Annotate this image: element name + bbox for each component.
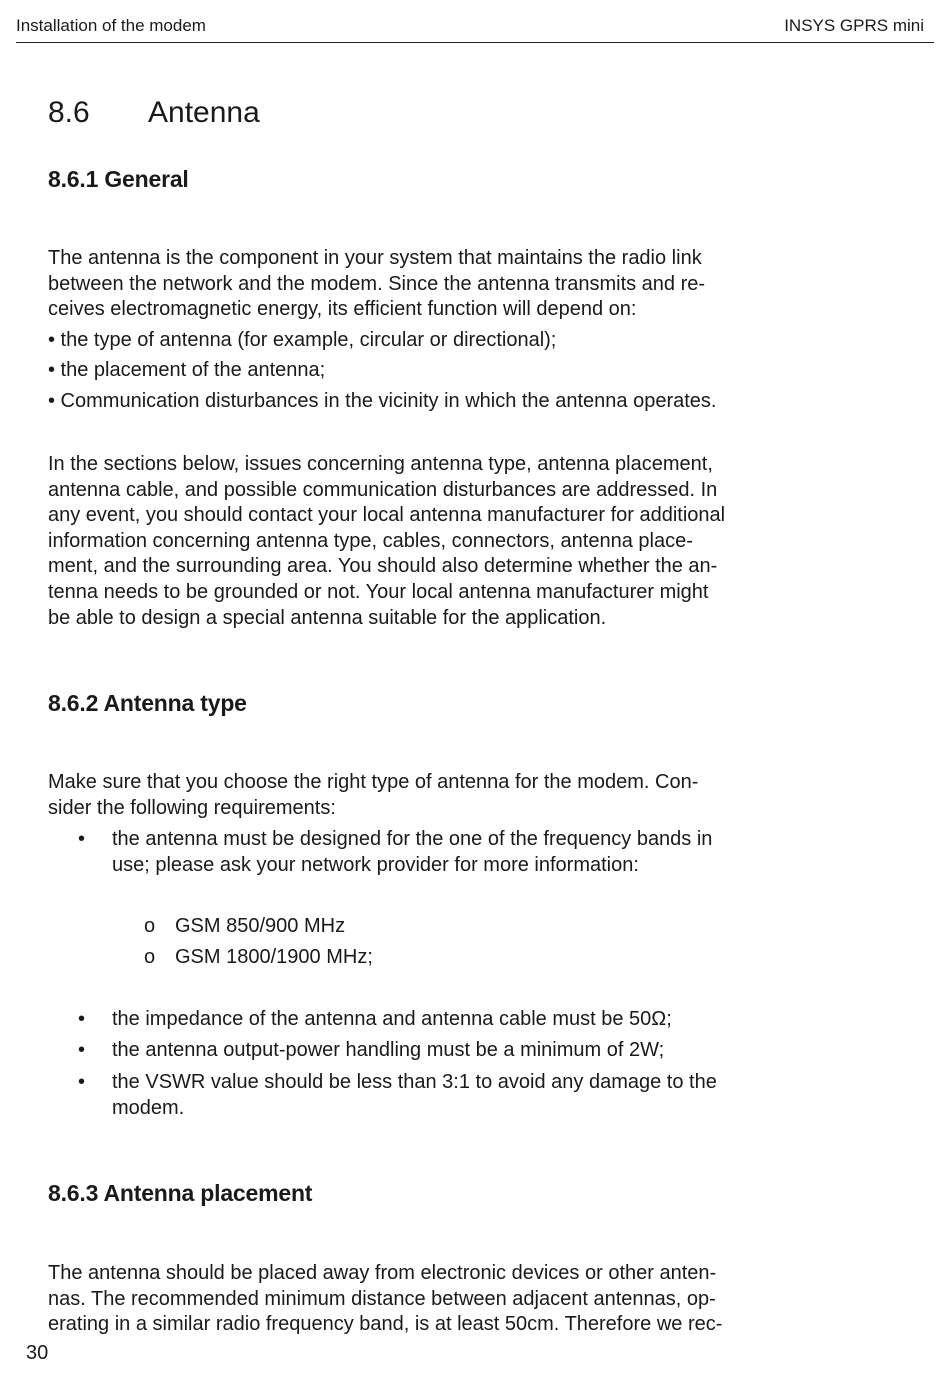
running-header [16,14,934,43]
page-number: 30 [26,1342,49,1364]
antenna-type-intro [48,770,823,821]
text-line: use; please ask your network provider for more information: [112,853,639,876]
text-line: The antenna is the component in your system that maintains the radio link [48,247,702,269]
sub-item-gsm-1800 [144,945,373,971]
general-paragraph-2 [48,452,823,631]
sub-bullet-glyph: o [144,946,156,968]
sub-bullet-glyph: o [144,915,156,937]
subsection-heading-antenna-placement: 8.6.3 Antenna placement [48,1180,313,1206]
list-item: • the type of antenna (for example, circular or directional); [48,328,557,351]
sub-item-text: GSM 850/900 MHz [175,915,346,937]
section-heading [48,96,260,130]
general-paragraph-1 [48,246,823,415]
bullet-glyph: • [78,828,86,850]
text-line: modem. [112,1096,185,1119]
section-title: Antenna [148,96,260,129]
text-line: tenna needs to be grounded or not. Your local antenna manufacturer might [48,580,709,603]
subsection-heading-antenna-type: 8.6.2 Antenna type [48,690,247,716]
text-line: In the sections below, issues concerning antenna type, antenna placement, [48,453,713,475]
text-line: sider the following requirements: [48,796,336,819]
section-number: 8.6 [48,96,90,129]
bullet-glyph: • [78,1008,86,1030]
text-line: between the network and the modem. Since the antenna transmits and re- [48,272,706,295]
text-line: information concerning antenna type, cables, connectors, antenna place- [48,529,693,552]
text-line: the antenna output-power handling must be a minimum of 2W; [112,1039,665,1061]
sub-item-gsm-850 [144,914,345,940]
text-line: nas. The recommended minimum distance between adjacent antennas, op- [48,1287,716,1310]
list-item: • Communication disturbances in the vicinity in which the antenna operates. [48,389,717,412]
text-line: the impedance of the antenna and antenna cable must be 50Ω; [112,1008,672,1030]
text-line: ceives electromagnetic energy, its efficient function will depend on: [48,298,637,321]
bullet-glyph: • [78,1071,86,1093]
text-line: Make sure that you choose the right type of antenna for the modem. Con- [48,771,699,793]
text-line: antenna cable, and possible communication disturbances are addressed. In [48,478,718,501]
text-line: ment, and the surrounding area. You should also determine whether the an- [48,555,718,578]
antenna-placement-paragraph [48,1261,823,1338]
subsection-heading-general: 8.6.1 General [48,166,189,192]
list-item: • the placement of the antenna; [48,359,326,382]
text-line: erating in a similar radio frequency band, is at least 50cm. Therefore we rec- [48,1313,723,1336]
text-line: any event, you should contact your local antenna manufacturer for additional [48,504,726,527]
sub-item-text: GSM 1800/1900 MHz; [175,946,373,968]
text-line: the antenna must be designed for the one of the frequency bands in [112,828,713,850]
text-line: the VSWR value should be less than 3:1 to avoid any damage to the [112,1071,717,1093]
header-chapter: Installation of the modem [16,16,206,35]
header-product: INSYS GPRS mini [784,16,924,35]
text-line: be able to design a special antenna suitable for the application. [48,606,607,629]
text-line: The antenna should be placed away from electronic devices or other anten- [48,1262,717,1284]
bullet-glyph: • [78,1039,86,1061]
